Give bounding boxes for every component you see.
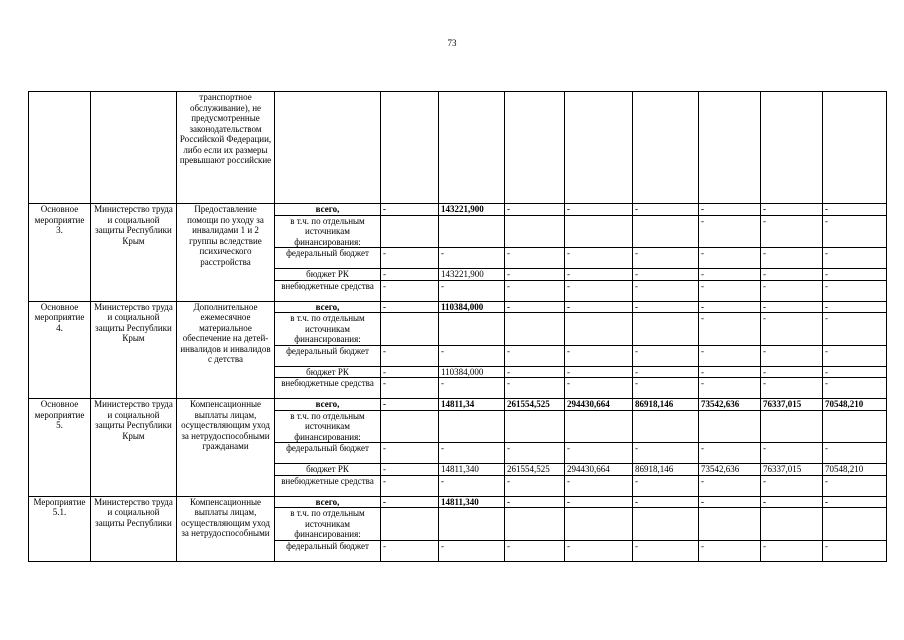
- funding-source-label: бюджет РК: [275, 464, 381, 476]
- amount-cell: -: [439, 443, 505, 464]
- amount-cell: -: [505, 248, 565, 269]
- amount-cell: -: [505, 301, 565, 313]
- amount-cell: [381, 215, 439, 248]
- amount-cell: -: [439, 378, 505, 399]
- amount-cell: [505, 508, 565, 541]
- amount-cell: -: [823, 313, 887, 346]
- amount-cell: -: [633, 269, 699, 281]
- amount-cell: [439, 508, 505, 541]
- funding-source-label: в т.ч. по отдельным источникам финансирования:: [275, 313, 381, 346]
- event-name: Мероприятие 5.1.: [29, 496, 91, 561]
- event-total-row: [29, 496, 887, 508]
- amount-cell: -: [505, 496, 565, 508]
- amount-cell: -: [381, 475, 439, 496]
- amount-cell: -: [505, 366, 565, 378]
- amount-cell: -: [381, 248, 439, 269]
- amount-cell: [565, 410, 633, 443]
- amount-cell: -: [381, 443, 439, 464]
- amount-cell: -: [761, 301, 823, 313]
- event-executor: Министерство труда и социальной защиты Республики Крым: [91, 204, 177, 302]
- amount-cell: -: [565, 443, 633, 464]
- amount-cell: -: [761, 475, 823, 496]
- continuation-row: [29, 92, 887, 204]
- funding-source-label: всего,: [275, 399, 381, 411]
- amount-cell: 143221,900: [439, 269, 505, 281]
- event-executor: Министерство труда и социальной защиты Республики: [91, 496, 177, 561]
- amount-cell: -: [699, 443, 761, 464]
- amount-cell: [505, 215, 565, 248]
- amount-cell: -: [699, 280, 761, 301]
- amount-cell: -: [699, 215, 761, 248]
- amount-cell: -: [565, 204, 633, 216]
- funding-source-label: в т.ч. по отдельным источникам финансирования:: [275, 508, 381, 541]
- amount-cell: 261554,525: [505, 464, 565, 476]
- amount-cell: -: [505, 443, 565, 464]
- amount-cell: -: [505, 345, 565, 366]
- amount-cell: -: [823, 496, 887, 508]
- amount-cell: [505, 313, 565, 346]
- amount-cell: 76337,015: [761, 399, 823, 411]
- event-description: Компенсационные выплаты лицам, осуществляющим уход за нетрудоспособными: [177, 496, 275, 561]
- event-description: Компенсационные выплаты лицам, осуществляющим уход за нетрудоспособными гражданами: [177, 399, 275, 497]
- amount-cell: -: [823, 366, 887, 378]
- amount-cell: -: [823, 280, 887, 301]
- amount-cell: -: [565, 378, 633, 399]
- amount-cell: -: [761, 496, 823, 508]
- amount-cell: -: [565, 475, 633, 496]
- amount-cell: -: [633, 496, 699, 508]
- amount-cell: [633, 313, 699, 346]
- amount-cell: -: [761, 204, 823, 216]
- amount-cell: -: [633, 366, 699, 378]
- amount-cell: -: [633, 378, 699, 399]
- amount-cell: [633, 215, 699, 248]
- amount-cell: -: [823, 378, 887, 399]
- amount-cell: [633, 410, 699, 443]
- amount-cell: [439, 410, 505, 443]
- amount-cell: -: [761, 366, 823, 378]
- amount-cell: -: [439, 248, 505, 269]
- amount-cell: -: [381, 204, 439, 216]
- amount-cell: -: [565, 269, 633, 281]
- amount-cell: 294430,664: [565, 464, 633, 476]
- amount-cell: -: [633, 540, 699, 561]
- amount-cell: -: [381, 378, 439, 399]
- amount-cell: -: [761, 269, 823, 281]
- amount-cell: -: [633, 204, 699, 216]
- amount-cell: -: [699, 496, 761, 508]
- amount-cell: 261554,525: [505, 399, 565, 411]
- amount-cell: -: [761, 280, 823, 301]
- amount-cell: -: [823, 540, 887, 561]
- amount-cell: [761, 410, 823, 443]
- amount-cell: 70548,210: [823, 399, 887, 411]
- amount-cell: -: [761, 345, 823, 366]
- amount-cell: -: [633, 280, 699, 301]
- funding-source-label: внебюджетные средства: [275, 378, 381, 399]
- amount-cell: -: [381, 301, 439, 313]
- amount-cell: -: [761, 248, 823, 269]
- amount-cell: -: [823, 443, 887, 464]
- amount-cell: -: [565, 496, 633, 508]
- event-name: Основное мероприятие 3.: [29, 204, 91, 302]
- amount-cell: [381, 410, 439, 443]
- amount-cell: -: [823, 215, 887, 248]
- amount-cell: [381, 508, 439, 541]
- amount-cell: -: [633, 475, 699, 496]
- amount-cell: [381, 313, 439, 346]
- amount-cell: -: [699, 301, 761, 313]
- event-total-row: [29, 204, 887, 216]
- funding-source-label: федеральный бюджет: [275, 443, 381, 464]
- amount-cell: -: [565, 301, 633, 313]
- amount-cell: [699, 508, 761, 541]
- amount-cell: -: [505, 475, 565, 496]
- amount-cell: -: [439, 540, 505, 561]
- amount-cell: [761, 508, 823, 541]
- amount-cell: -: [381, 464, 439, 476]
- amount-cell: 143221,900: [439, 204, 505, 216]
- amount-cell: 294430,664: [565, 399, 633, 411]
- amount-cell: -: [381, 345, 439, 366]
- amount-cell: [439, 215, 505, 248]
- funding-source-label: федеральный бюджет: [275, 540, 381, 561]
- amount-cell: -: [633, 345, 699, 366]
- amount-cell: -: [439, 475, 505, 496]
- amount-cell: -: [761, 313, 823, 346]
- amount-cell: [823, 410, 887, 443]
- funding-source-label: федеральный бюджет: [275, 248, 381, 269]
- funding-source-label: бюджет РК: [275, 366, 381, 378]
- funding-source-label: всего,: [275, 301, 381, 313]
- amount-cell: -: [439, 280, 505, 301]
- amount-cell: -: [633, 248, 699, 269]
- amount-cell: -: [565, 280, 633, 301]
- amount-cell: -: [823, 204, 887, 216]
- amount-cell: [565, 508, 633, 541]
- amount-cell: -: [699, 378, 761, 399]
- amount-cell: -: [505, 204, 565, 216]
- amount-cell: 14811,340: [439, 464, 505, 476]
- amount-cell: 110384,000: [439, 366, 505, 378]
- amount-cell: -: [761, 540, 823, 561]
- amount-cell: [439, 313, 505, 346]
- amount-cell: -: [823, 475, 887, 496]
- amount-cell: 73542,636: [699, 464, 761, 476]
- event-executor: Министерство труда и социальной защиты Республики Крым: [91, 399, 177, 497]
- funding-source-label: в т.ч. по отдельным источникам финансирования:: [275, 410, 381, 443]
- amount-cell: -: [565, 366, 633, 378]
- amount-cell: [565, 313, 633, 346]
- funding-source-label: всего,: [275, 496, 381, 508]
- amount-cell: -: [699, 475, 761, 496]
- amount-cell: -: [699, 366, 761, 378]
- amount-cell: -: [505, 269, 565, 281]
- amount-cell: -: [439, 345, 505, 366]
- amount-cell: -: [699, 540, 761, 561]
- amount-cell: [565, 215, 633, 248]
- amount-cell: -: [381, 280, 439, 301]
- amount-cell: 110384,000: [439, 301, 505, 313]
- amount-cell: -: [699, 269, 761, 281]
- amount-cell: -: [505, 378, 565, 399]
- amount-cell: -: [761, 215, 823, 248]
- amount-cell: 86918,146: [633, 399, 699, 411]
- event-description: Предоставление помощи по уходу за инвалидами 1 и 2 группы вследствие психического расстройства: [177, 204, 275, 302]
- amount-cell: -: [565, 248, 633, 269]
- amount-cell: -: [565, 345, 633, 366]
- amount-cell: 73542,636: [699, 399, 761, 411]
- event-total-row: [29, 399, 887, 411]
- amount-cell: -: [761, 378, 823, 399]
- event-name: Основное мероприятие 5.: [29, 399, 91, 497]
- amount-cell: [633, 508, 699, 541]
- amount-cell: -: [633, 301, 699, 313]
- amount-cell: [823, 508, 887, 541]
- event-description: Дополнительное ежемесячное материальное обеспечение на детей-инвалидов и инвалидов с детства: [177, 301, 275, 399]
- funding-source-label: федеральный бюджет: [275, 345, 381, 366]
- amount-cell: -: [633, 443, 699, 464]
- amount-cell: 86918,146: [633, 464, 699, 476]
- amount-cell: 14811,34: [439, 399, 505, 411]
- amount-cell: -: [565, 540, 633, 561]
- amount-cell: -: [381, 269, 439, 281]
- amount-cell: [505, 410, 565, 443]
- amount-cell: -: [823, 248, 887, 269]
- event-executor: Министерство труда и социальной защиты Республики Крым: [91, 301, 177, 399]
- amount-cell: -: [505, 540, 565, 561]
- amount-cell: -: [699, 204, 761, 216]
- page-number: 73: [447, 38, 457, 48]
- continuation-description: транспортное обслуживание), не предусмотренные законодательством Российской Федерации, либо если их размеры превышают российские: [177, 92, 275, 204]
- amount-cell: -: [761, 443, 823, 464]
- funding-source-label: внебюджетные средства: [275, 475, 381, 496]
- funding-source-label: бюджет РК: [275, 269, 381, 281]
- amount-cell: 76337,015: [761, 464, 823, 476]
- amount-cell: -: [823, 345, 887, 366]
- amount-cell: -: [699, 313, 761, 346]
- funding-source-label: внебюджетные средства: [275, 280, 381, 301]
- financing-table: [28, 91, 887, 562]
- event-name: Основное мероприятие 4.: [29, 301, 91, 399]
- amount-cell: -: [381, 496, 439, 508]
- amount-cell: -: [381, 399, 439, 411]
- amount-cell: -: [823, 301, 887, 313]
- amount-cell: -: [823, 269, 887, 281]
- amount-cell: -: [699, 345, 761, 366]
- amount-cell: -: [505, 280, 565, 301]
- amount-cell: -: [381, 366, 439, 378]
- event-total-row: [29, 301, 887, 313]
- funding-source-label: в т.ч. по отдельным источникам финансирования:: [275, 215, 381, 248]
- amount-cell: -: [381, 540, 439, 561]
- amount-cell: 70548,210: [823, 464, 887, 476]
- amount-cell: [699, 410, 761, 443]
- amount-cell: 14811,340: [439, 496, 505, 508]
- amount-cell: -: [699, 248, 761, 269]
- funding-source-label: всего,: [275, 204, 381, 216]
